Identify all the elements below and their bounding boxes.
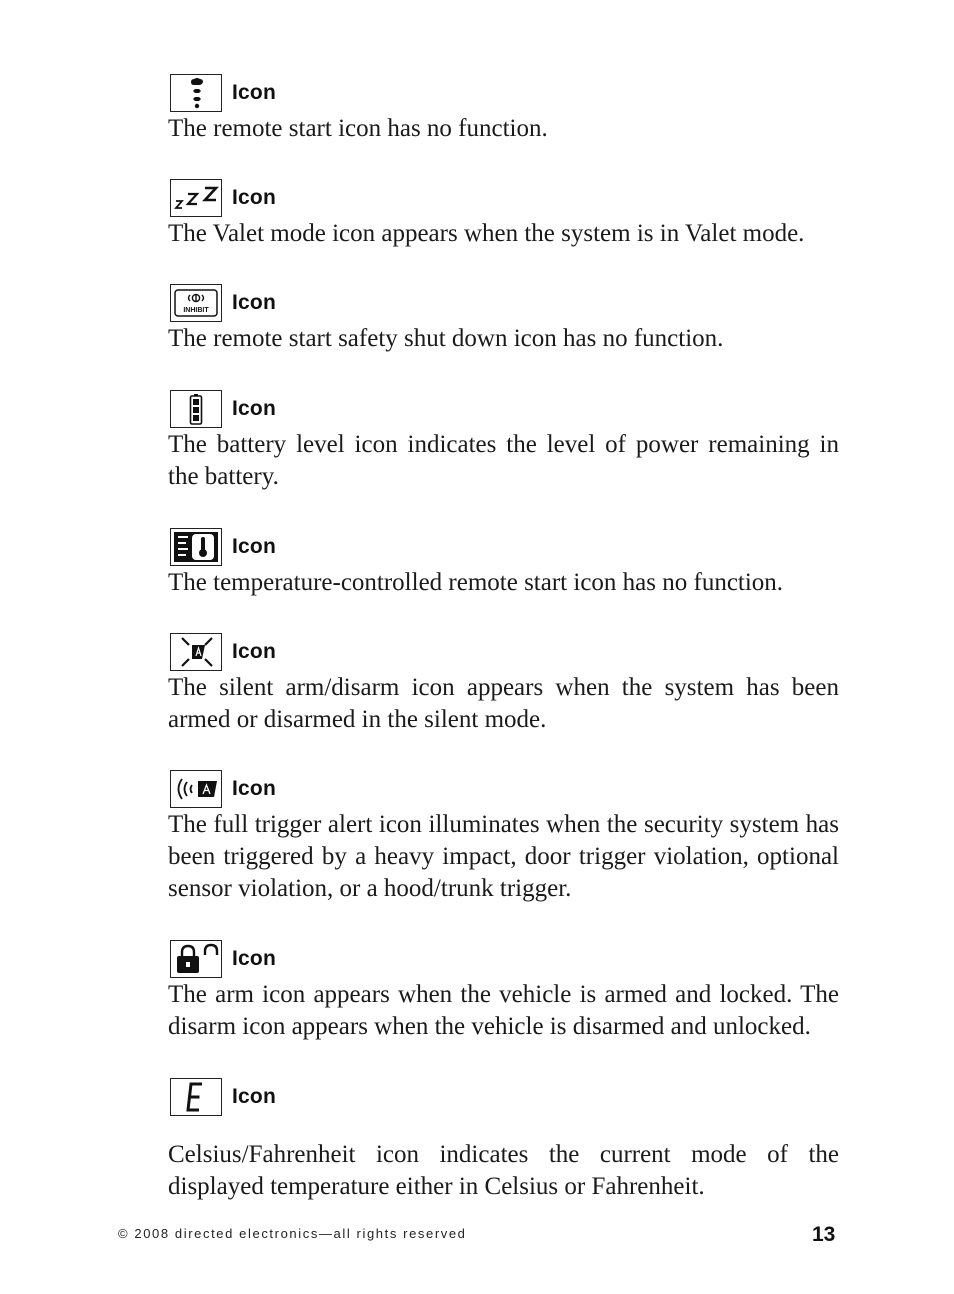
icon-entry-battery-level xyxy=(168,389,839,493)
icon-label: Icon xyxy=(232,81,276,104)
icon-entry-celsius-fahrenheit xyxy=(168,1077,839,1203)
icon-label: Icon xyxy=(232,291,276,314)
icon-description: The silent arm/disarm icon appears when the system has been armed or disarmed in the silent mode. xyxy=(168,674,839,733)
icon-description: The remote start icon has no function. xyxy=(168,115,548,142)
icon-description: The full trigger alert icon illuminates when the security system has been triggered by a heavy impact, door trigger violation, optional sensor violation, or a hood/trunk trigger. xyxy=(168,811,839,902)
arm-disarm-lock-icon xyxy=(170,940,222,978)
icon-entry-silent-arm-disarm xyxy=(168,632,839,736)
icon-description: The arm icon appears when the vehicle is armed and locked. The disarm icon appears when the vehicle is disarmed and unlocked. xyxy=(168,981,839,1040)
icon-entry-remote-start xyxy=(168,73,839,145)
icon-description: Celsius/Fahrenheit icon indicates the current mode of the displayed temperature either in Celsius or Fahrenheit. xyxy=(168,1141,839,1200)
icon-label: Icon xyxy=(232,397,276,420)
copyright-footer: © 2008 directed electronics—all rights reserved xyxy=(118,1226,467,1241)
icon-label: Icon xyxy=(232,947,276,970)
safety-shutdown-inhibit-icon xyxy=(170,284,222,322)
icon-label: Icon xyxy=(232,777,276,800)
icon-description: The temperature-controlled remote start icon has no function. xyxy=(168,569,784,596)
icon-label: Icon xyxy=(232,535,276,558)
full-trigger-alert-icon xyxy=(170,770,222,808)
icon-description: The battery level icon indicates the level of power remaining in the battery. xyxy=(168,431,839,490)
icon-description: The Valet mode icon appears when the system is in Valet mode. xyxy=(168,220,805,247)
icon-description: The remote start safety shut down icon has no function. xyxy=(168,325,724,352)
battery-level-icon xyxy=(170,390,222,428)
temperature-remote-start-icon xyxy=(170,528,222,566)
silent-arm-disarm-icon xyxy=(170,633,222,671)
icon-label: Icon xyxy=(232,640,276,663)
inhibit-icon-text: INHIBIT xyxy=(183,307,209,314)
valet-mode-icon xyxy=(170,179,222,217)
icon-entry-arm-disarm xyxy=(168,939,839,1043)
page-number: 13 xyxy=(812,1223,836,1246)
icon-entry-valet-mode xyxy=(168,178,839,250)
remote-start-icon xyxy=(170,74,222,112)
icon-entry-safety-shutdown xyxy=(168,283,839,355)
icon-entry-full-trigger-alert xyxy=(168,769,839,905)
icon-label: Icon xyxy=(232,186,276,209)
icon-entry-temperature-remote-start xyxy=(168,527,839,599)
icon-label: Icon xyxy=(232,1085,276,1108)
celsius-fahrenheit-icon xyxy=(170,1078,222,1116)
